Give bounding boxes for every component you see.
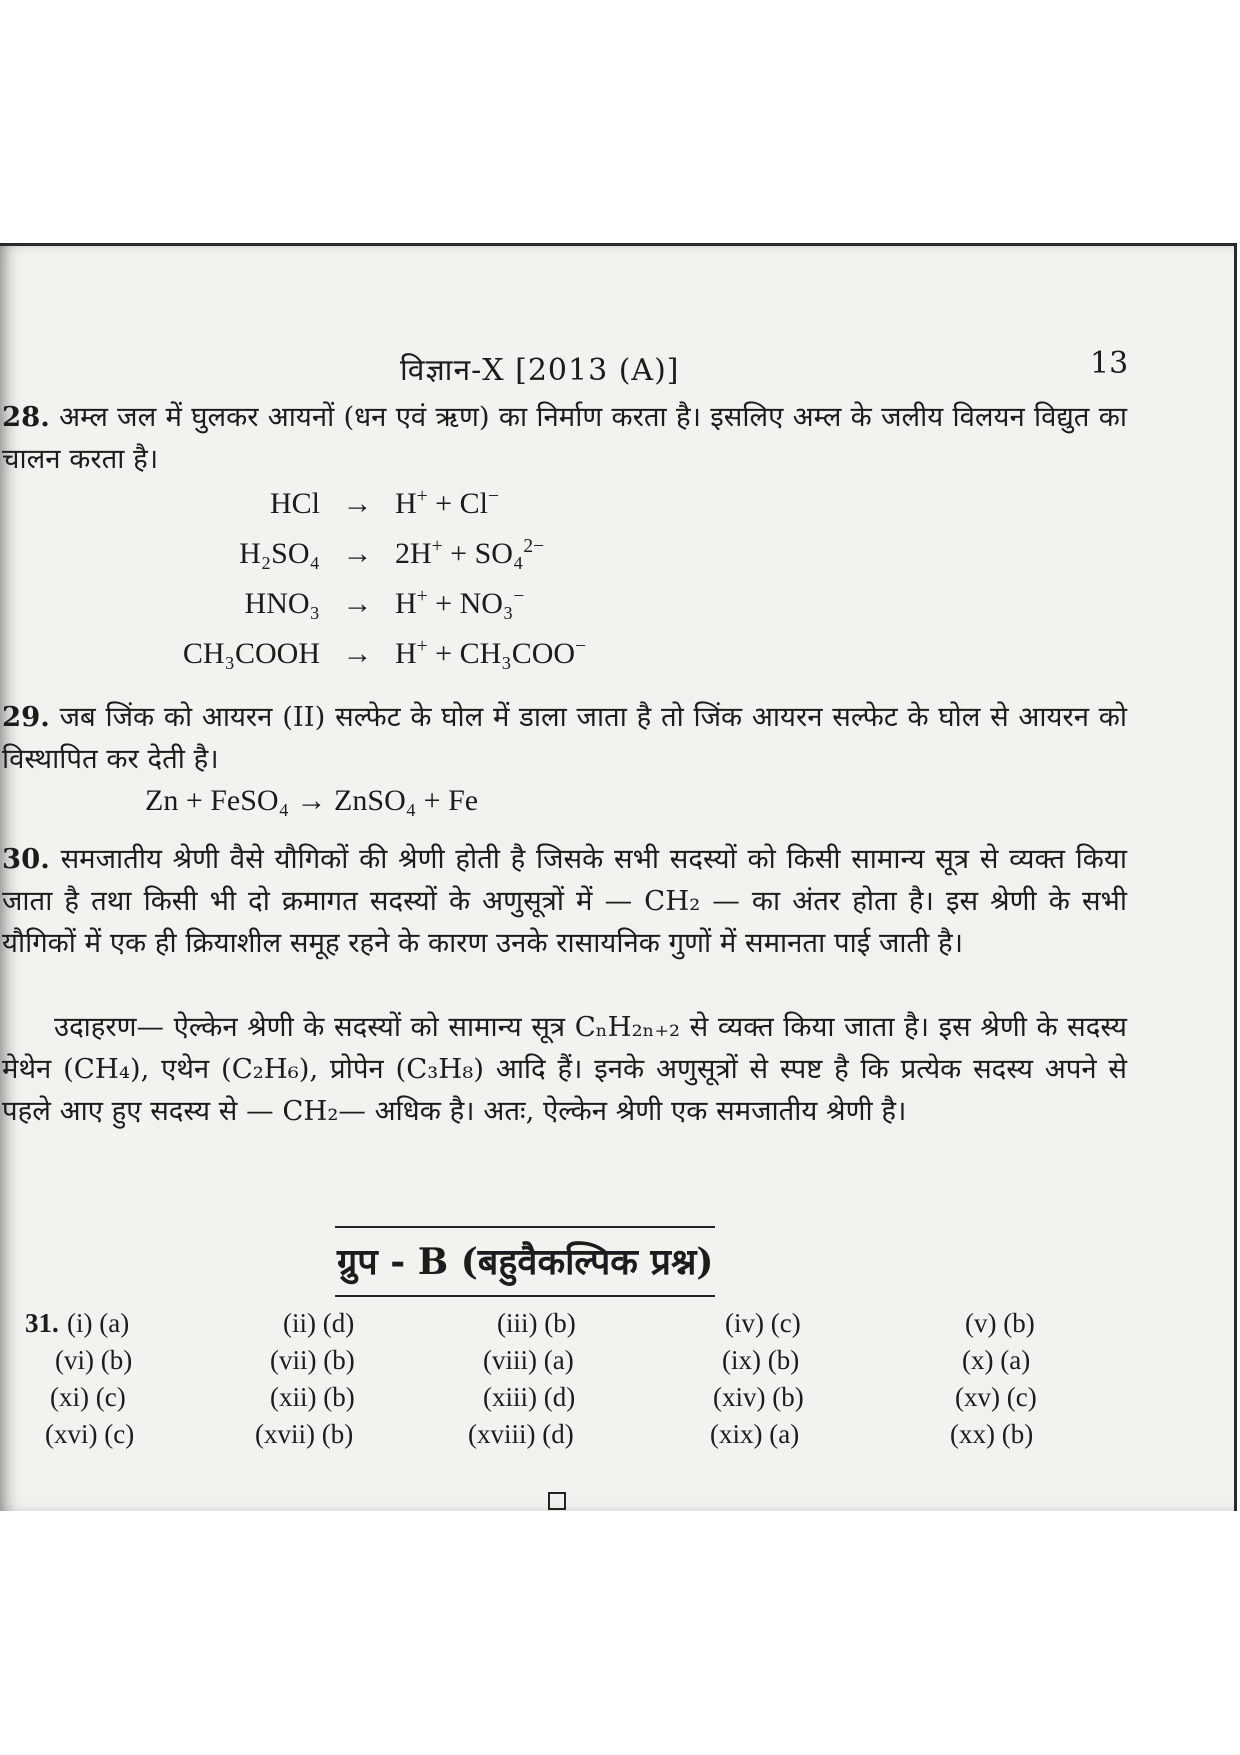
- answer-29: [2, 696, 1127, 780]
- question-number: 28.: [2, 401, 50, 433]
- answer-row: [25, 1419, 1125, 1456]
- answer-cell: (vi) (b): [55, 1345, 133, 1375]
- answer-cell: (ii) (d): [283, 1308, 355, 1338]
- answer-cell: (xix) (a): [710, 1419, 800, 1449]
- answer-row: [25, 1308, 1125, 1345]
- arrow-symbol: →: [342, 637, 373, 670]
- charge: 2−: [523, 536, 545, 557]
- answer-cell: (v) (b): [965, 1308, 1035, 1338]
- equation-rhs: + SO₄: [442, 537, 524, 570]
- answer-cell: (xiv) (b): [713, 1382, 804, 1412]
- equation-lhs: CH₃COOH: [182, 637, 320, 670]
- charge: +: [416, 586, 428, 607]
- answer-cell: (xvi) (c): [45, 1419, 135, 1449]
- equation-lhs: H₂SO₄: [239, 537, 320, 570]
- answer-cell: (xvii) (b): [255, 1419, 354, 1449]
- answer-cell: (iii) (b): [497, 1308, 576, 1338]
- question-number: 31.: [25, 1308, 59, 1338]
- arrow-symbol: →: [342, 587, 373, 620]
- question-number: 29.: [2, 701, 50, 733]
- end-of-section-square-icon: [548, 1492, 566, 1510]
- page-number: 13: [1090, 346, 1129, 381]
- section-heading: ग्रुप - B (बहुवैकल्पिक प्रश्न): [335, 1226, 715, 1297]
- answer-cell: (i) (a): [67, 1308, 130, 1338]
- charge: +: [431, 536, 443, 557]
- answer-28-text: अम्ल जल में घुलकर आयनों (धन एवं ऋण) का निर्माण करता है। इसलिए अम्ल के जलीय विलयन विद्युत का चालन करता है।: [2, 401, 1127, 475]
- charge: +: [416, 636, 428, 657]
- equation-rhs: H: [395, 487, 417, 520]
- equation-lhs: HCl: [269, 487, 320, 520]
- arrow-symbol: →: [342, 537, 373, 570]
- answer-cell: (xv) (c): [955, 1382, 1037, 1412]
- equation-hno3: [0, 586, 524, 621]
- equation-rhs: 2H: [395, 537, 432, 570]
- answer-cell: (iv) (c): [725, 1308, 801, 1338]
- equation-h2so4: [0, 536, 544, 571]
- answer-30-example: उदाहरण— ऐल्केन श्रेणी के सदस्यों को सामान्य सूत्र CₙH₂ₙ₊₂ से व्यक्त किया जाता है। इस श्रेणी के सदस्य मेथेन (CH₄), एथेन (C₂H₆), प्रोपेन (C₃H₈) आदि हैं। इनके अणुसूत्रों से स्पष्ट है कि प्रत्येक सदस्य अपने से पहले आए हुए सदस्य से — CH₂— अधिक है। अतः, ऐल्केन श्रेणी एक समजातीय श्रेणी है।: [2, 1011, 1127, 1127]
- equation-rhs: + CH₃COO: [427, 637, 576, 670]
- answer-cell: (xx) (b): [950, 1419, 1034, 1449]
- answer-cell: (xviii) (d): [468, 1419, 574, 1449]
- answer-key: [25, 1308, 1125, 1456]
- equation-rhs: H: [395, 587, 417, 620]
- charge: +: [416, 486, 428, 507]
- answer-30: [2, 838, 1127, 964]
- answer-cell: (ix) (b): [722, 1345, 800, 1375]
- answer-28: [2, 396, 1127, 480]
- answer-cell: (vii) (b): [270, 1345, 355, 1375]
- equation-rhs: + Cl: [427, 487, 488, 520]
- answer-cell: (x) (a): [962, 1345, 1031, 1375]
- equation-rhs: H: [395, 637, 417, 670]
- charge: −: [575, 636, 587, 657]
- answer-row: [25, 1345, 1125, 1382]
- equation-ch3cooh: [0, 636, 586, 671]
- answer-30-text: समजातीय श्रेणी वैसे यौगिकों की श्रेणी होती है जिसके सभी सदस्यों को किसी सामान्य सूत्र से व्यक्त किया जाता है तथा किसी भी दो क्रमागत सदस्यों के अणुसूत्रों में — CH₂ — का अंतर होता है। इस श्रेणी के सभी यौगिकों में एक ही क्रियाशील समूह रहने के कारण उनके रासायनिक गुणों में समानता पाई जाती है।: [2, 843, 1127, 959]
- answer-cell: (xii) (b): [270, 1382, 355, 1412]
- answer-cell: (xiii) (d): [483, 1382, 576, 1412]
- equation-zinc-displacement: Zn + FeSO₄ → ZnSO₄ + Fe: [145, 784, 479, 817]
- answer-cell: (viii) (a): [483, 1345, 574, 1375]
- arrow-symbol: →: [342, 487, 373, 520]
- charge: −: [487, 486, 499, 507]
- equation-lhs: HNO₃: [244, 587, 320, 620]
- equation-rhs: + NO₃: [427, 587, 514, 620]
- answer-cell: (xi) (c): [50, 1382, 126, 1412]
- running-header: विज्ञान-X [2013 (A)]: [400, 353, 680, 388]
- charge: −: [513, 586, 525, 607]
- question-number: 30.: [2, 843, 50, 875]
- book-page: [0, 243, 1237, 1511]
- answer-row: [25, 1382, 1125, 1419]
- answer-29-text: जब जिंक को आयरन (II) सल्फेट के घोल में डाला जाता है तो जिंक आयरन सल्फेट के घोल से आयरन को विस्थापित कर देती है।: [2, 701, 1127, 775]
- equation-hcl: [0, 486, 499, 521]
